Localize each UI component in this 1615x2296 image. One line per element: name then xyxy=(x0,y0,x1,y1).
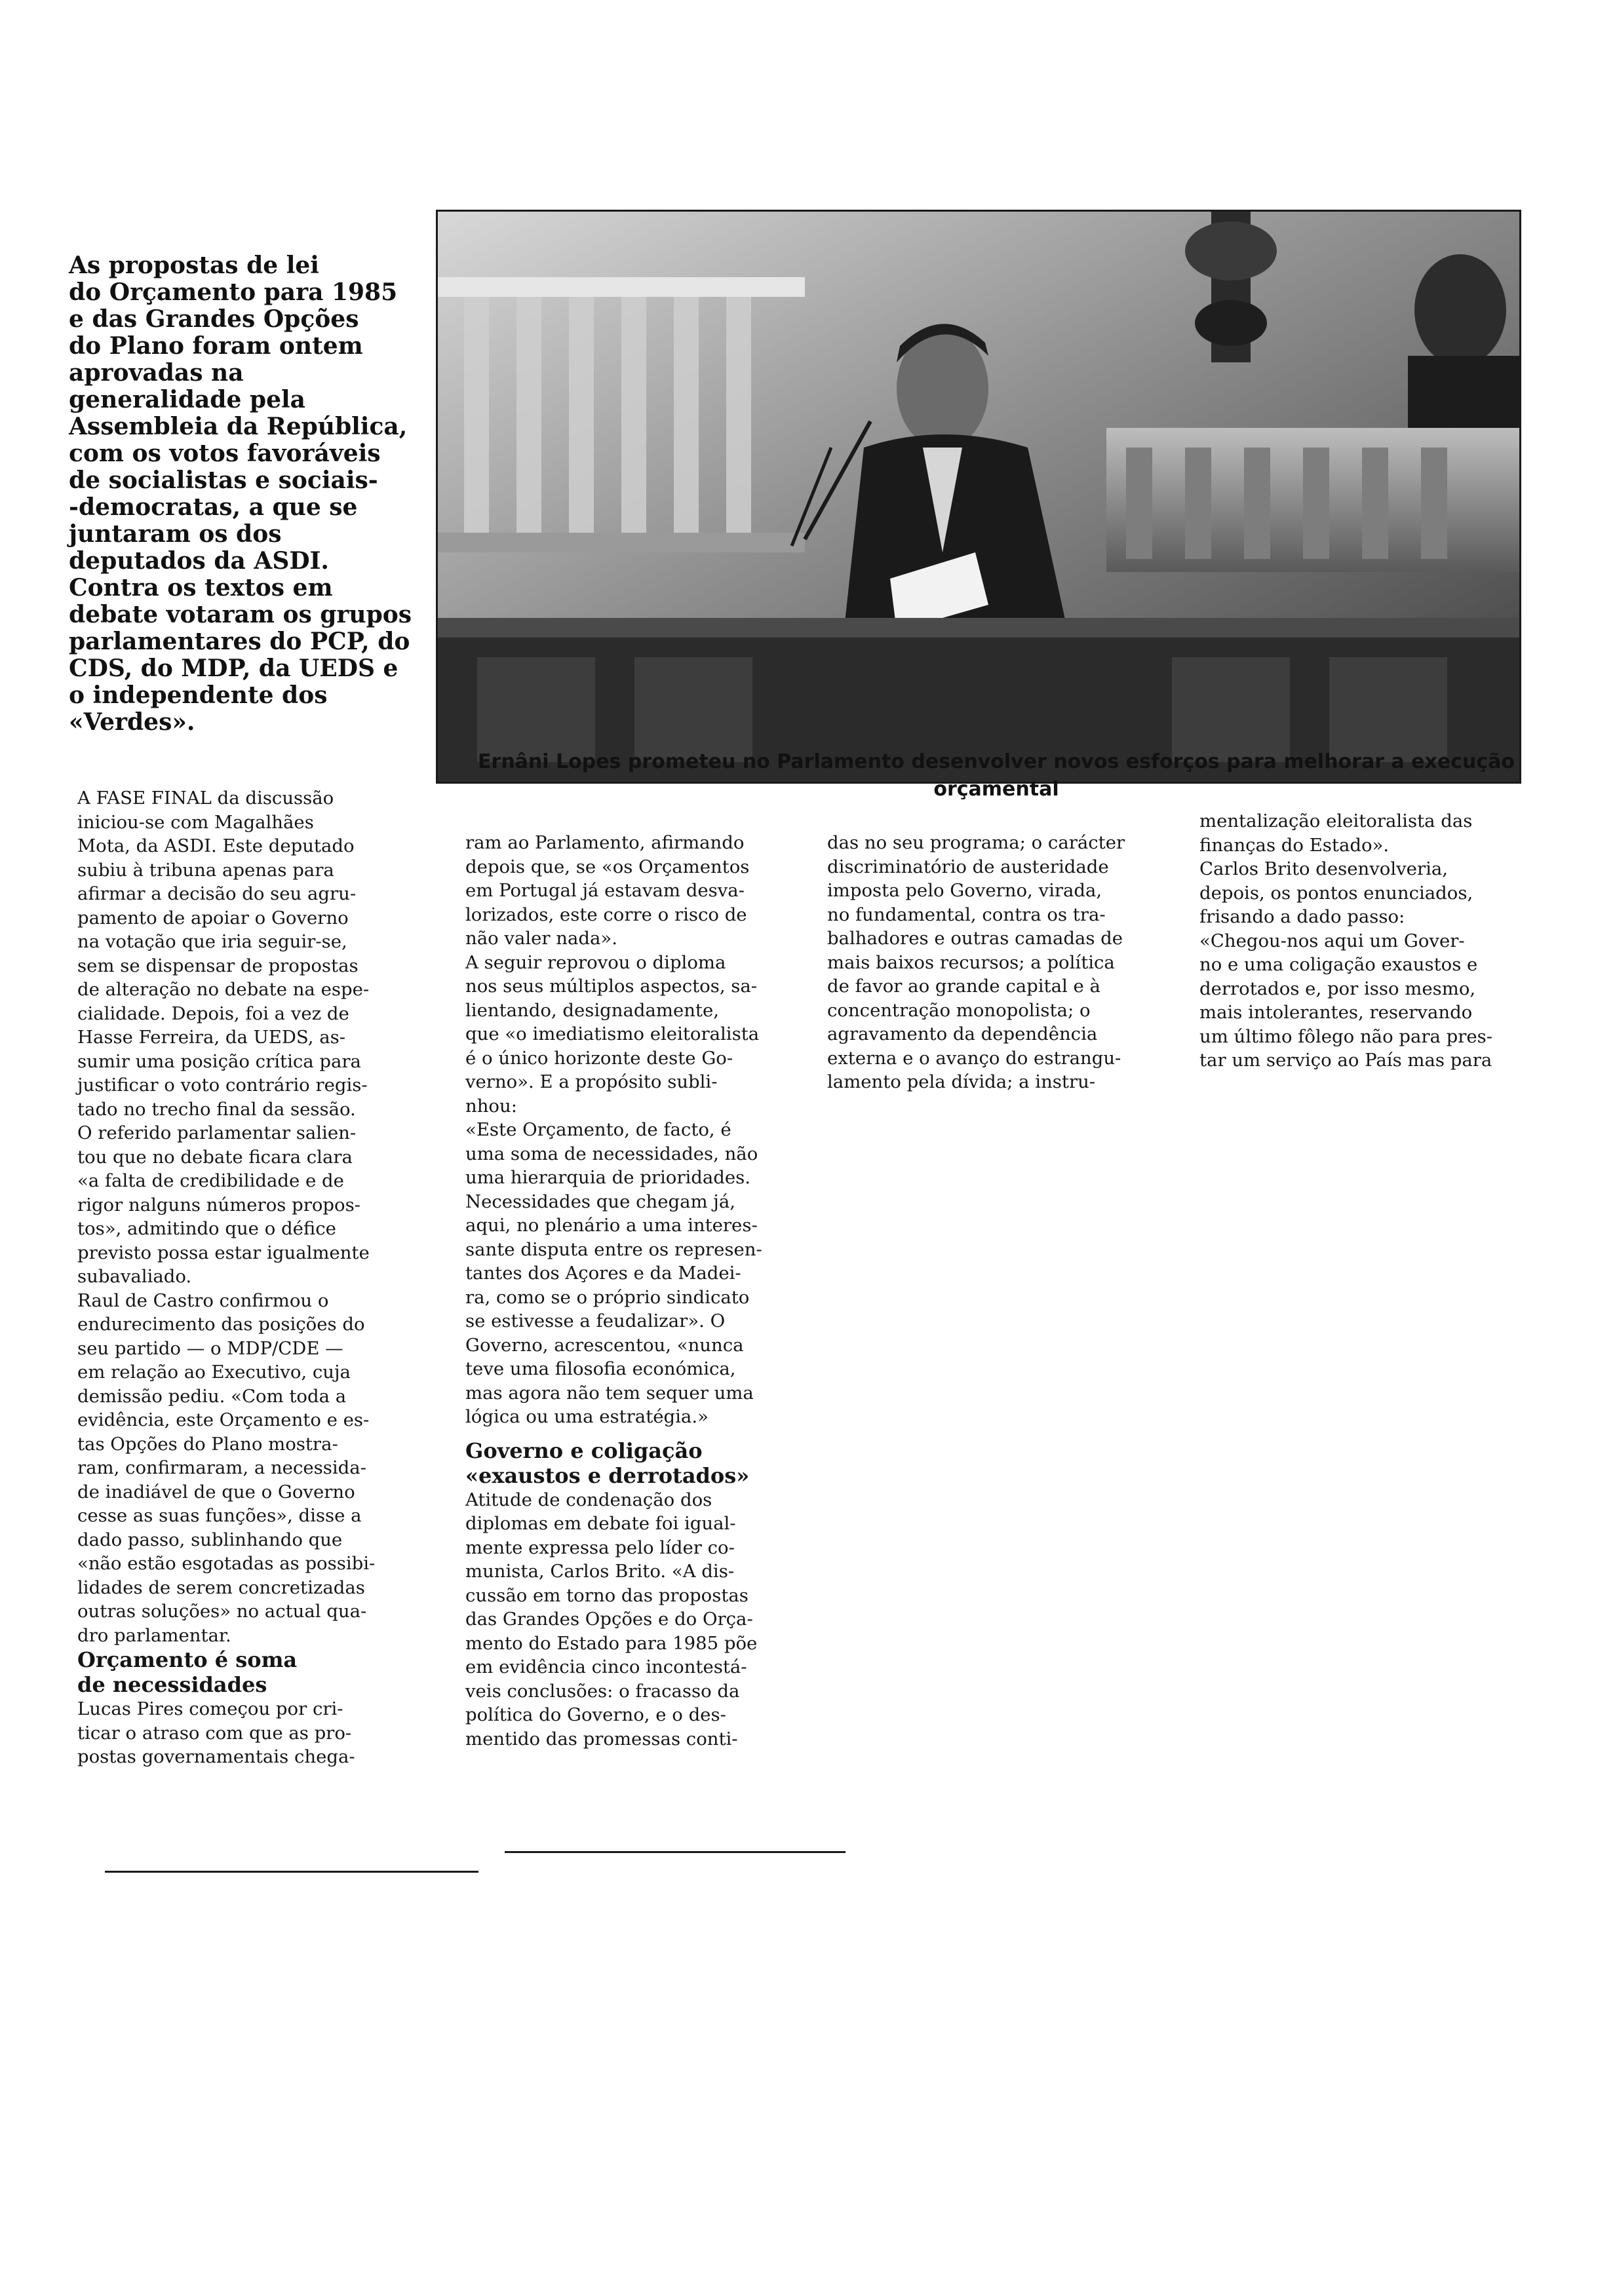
parliament-photo xyxy=(436,210,1521,784)
text-line: de inadiável de que o Governo xyxy=(77,1481,355,1502)
text-line: depois que, se «os Orçamentos xyxy=(465,856,750,877)
lead-line: Assembleia da República, xyxy=(69,413,408,440)
text-line: é o único horizonte deste Go- xyxy=(465,1047,733,1069)
lead-line: e das Grandes Opções xyxy=(69,305,359,333)
text-line: externa e o avanço do estrangu- xyxy=(827,1047,1121,1069)
subheading: de necessidades xyxy=(77,1672,267,1697)
lead-paragraph xyxy=(69,252,446,736)
text-line: Mota, da ASDI. Este deputado xyxy=(77,835,355,856)
text-line: em Portugal já estavam desva- xyxy=(465,880,745,901)
text-line: dado passo, sublinhando que xyxy=(77,1529,343,1550)
text-line: postas governamentais chega- xyxy=(77,1746,355,1767)
text-line: das no seu programa; o carácter xyxy=(827,832,1125,853)
text-line: «Este Orçamento, de facto, é xyxy=(465,1119,731,1140)
text-line: cesse as suas funções», disse a xyxy=(77,1505,362,1526)
text-line: tos», admitindo que o défice xyxy=(77,1218,336,1239)
text-line: previsto possa estar igualmente xyxy=(77,1242,370,1263)
photo-caption xyxy=(459,748,1534,803)
article-column-3 xyxy=(827,831,1181,1094)
subheading: Orçamento é soma xyxy=(77,1647,298,1672)
text-line: ram, confirmaram, a necessida- xyxy=(77,1457,366,1478)
lead-line: com os votos favoráveis xyxy=(69,440,381,467)
lead-line: parlamentares do PCP, do xyxy=(69,628,410,655)
text-line: derrotados e, por isso mesmo, xyxy=(1199,978,1476,999)
text-line: mais intolerantes, reservando xyxy=(1199,1002,1473,1023)
caption-line: orçamental xyxy=(933,778,1059,801)
text-line: tado no trecho final da sessão. xyxy=(77,1098,356,1120)
text-line: tantes dos Açores e da Madei- xyxy=(465,1263,741,1284)
text-line: nhou: xyxy=(465,1095,517,1117)
text-line: cialidade. Depois, foi a vez de xyxy=(77,1003,349,1024)
photo-illustration xyxy=(438,212,1519,782)
text-line: justificar o voto contrário regis- xyxy=(77,1075,368,1096)
lead-line: aprovadas na xyxy=(69,359,244,387)
text-line: lientando, designadamente, xyxy=(465,999,720,1021)
lead-line: As propostas de lei xyxy=(69,252,319,279)
text-line: seu partido — o MDP/CDE — xyxy=(77,1337,343,1359)
lead-line: CDS, do MDP, da UEDS e xyxy=(69,655,399,682)
lead-line: do Plano foram ontem xyxy=(69,332,363,360)
text-line: balhadores e outras camadas de xyxy=(827,928,1123,949)
text-line: imposta pelo Governo, virada, xyxy=(827,880,1102,901)
text-line: finanças do Estado». xyxy=(1199,834,1390,856)
text-line: de alteração no debate na espe- xyxy=(77,979,370,1000)
text-line: lamento pela dívida; a instru- xyxy=(827,1071,1096,1092)
text-line: depois, os pontos enunciados, xyxy=(1199,882,1473,904)
subheading: «exaustos e derrotados» xyxy=(465,1463,750,1488)
text-line: discriminatório de austeridade xyxy=(827,856,1109,877)
text-line: se estivesse a feudalizar». O xyxy=(465,1311,726,1331)
text-line: no fundamental, contra os tra- xyxy=(827,904,1106,925)
text-line: em relação ao Executivo, cuja xyxy=(77,1362,351,1383)
text-line: que «o imediatismo eleitoralista xyxy=(465,1024,760,1044)
article-column-1 xyxy=(77,786,444,1769)
text-line: teve uma filosofia económica, xyxy=(465,1358,736,1379)
text-line: verno». E a propósito subli- xyxy=(465,1071,718,1092)
text-line: diplomas em debate foi igual- xyxy=(465,1513,736,1534)
lead-line: -democratas, a que se xyxy=(69,493,358,521)
text-line: mento do Estado para 1985 põe xyxy=(465,1632,758,1654)
text-line: outras soluções» no actual qua- xyxy=(77,1601,367,1622)
text-line: endurecimento das posições do xyxy=(77,1314,365,1335)
text-line: ra, como se o próprio sindicato xyxy=(465,1286,750,1308)
text-line: Carlos Brito desenvolveria, xyxy=(1199,858,1449,879)
text-line: em evidência cinco incontestá- xyxy=(465,1656,747,1677)
text-line: afirmar a decisão do seu agru- xyxy=(77,883,357,904)
text-line: A FASE FINAL da discussão xyxy=(77,788,334,809)
text-line: agravamento da dependência xyxy=(827,1024,1098,1044)
text-line: sumir uma posição crítica para xyxy=(77,1050,361,1072)
text-line: A seguir reprovou o diploma xyxy=(465,951,726,973)
lead-line: Contra os textos em xyxy=(69,574,333,602)
article-column-4 xyxy=(1199,809,1540,1073)
text-line: Lucas Pires começou por cri- xyxy=(77,1698,343,1719)
text-line: «não estão esgotadas as possibi- xyxy=(77,1553,376,1574)
text-line: subavaliado. xyxy=(77,1266,192,1287)
lead-line: do Orçamento para 1985 xyxy=(69,278,398,306)
text-line: ticar o atraso com que as pro- xyxy=(77,1722,352,1744)
text-line: sem se dispensar de propostas xyxy=(77,955,359,976)
text-line: concentração monopolista; o xyxy=(827,999,1091,1021)
text-line: tou que no debate ficara clara xyxy=(77,1146,353,1168)
text-line: evidência, este Orçamento e es- xyxy=(77,1409,370,1430)
text-line: mais baixos recursos; a política xyxy=(827,951,1115,973)
text-line: Atitude de condenação dos xyxy=(465,1489,712,1510)
text-line: cussão em torno das propostas xyxy=(465,1584,749,1606)
article-column-2 xyxy=(465,831,832,1751)
text-line: Governo, acrescentou, «nunca xyxy=(465,1334,744,1356)
text-line: rigor nalguns números propos- xyxy=(77,1194,360,1215)
subheading: Governo e coligação xyxy=(465,1438,703,1463)
text-line: munista, Carlos Brito. «A dis- xyxy=(465,1561,735,1582)
column-end-rule xyxy=(105,1871,478,1873)
text-line: no e uma coligação exaustos e xyxy=(1199,954,1478,975)
text-line: de favor ao grande capital e à xyxy=(827,976,1100,997)
text-line: não valer nada». xyxy=(465,928,617,949)
text-line: lógica ou uma estratégia.» xyxy=(465,1406,709,1427)
lead-line: juntaram os dos xyxy=(69,520,282,548)
text-line: dro parlamentar. xyxy=(77,1624,231,1646)
text-line: frisando a dado passo: xyxy=(1199,906,1405,927)
text-line: uma hierarquia de prioridades. xyxy=(465,1167,751,1188)
lead-line: deputados da ASDI. xyxy=(69,547,329,575)
lead-line: generalidade pela xyxy=(69,386,305,413)
text-line: uma soma de necessidades, não xyxy=(465,1143,758,1164)
text-line: Hasse Ferreira, da UEDS, as- xyxy=(77,1027,346,1048)
text-line: Necessidades que chegam já, xyxy=(465,1191,735,1212)
text-line: um último fôlego não para pres- xyxy=(1199,1025,1493,1047)
text-line: tar um serviço ao País mas para xyxy=(1199,1050,1492,1071)
text-line: lidades de serem concretizadas xyxy=(77,1577,365,1598)
text-line: demissão pediu. «Com toda a xyxy=(77,1385,347,1407)
text-line: «a falta de credibilidade e de xyxy=(77,1170,344,1191)
text-line: das Grandes Opções e do Orça- xyxy=(465,1609,753,1630)
lead-line: «Verdes». xyxy=(69,708,195,736)
lead-line: de socialistas e sociais- xyxy=(69,467,378,494)
text-line: veis conclusões: o fracasso da xyxy=(465,1680,740,1702)
text-line: O referido parlamentar salien- xyxy=(77,1122,357,1143)
text-line: mentido das promessas conti- xyxy=(465,1728,738,1750)
text-line: Raul de Castro confirmou o xyxy=(77,1290,329,1311)
text-line: subiu à tribuna apenas para xyxy=(77,859,334,881)
text-line: aqui, no plenário a uma interes- xyxy=(465,1215,758,1236)
text-line: «Chegou-nos aqui um Gover- xyxy=(1199,930,1465,951)
text-line: na votação que iria seguir-se, xyxy=(77,931,347,952)
text-line: política do Governo, e o des- xyxy=(465,1704,726,1725)
text-line: nos seus múltiplos aspectos, sa- xyxy=(465,976,758,997)
text-line: pamento de apoiar o Governo xyxy=(77,907,349,928)
text-line: mentalização eleitoralista das xyxy=(1199,811,1473,832)
text-line: iniciou-se com Magalhães xyxy=(77,811,314,833)
text-line: mas agora não tem sequer uma xyxy=(465,1382,754,1404)
caption-line: Ernâni Lopes prometeu no Parlamento desenvolver novos esforços para melhorar a execução xyxy=(478,750,1515,773)
text-line: mente expressa pelo líder co- xyxy=(465,1537,735,1558)
lead-line: debate votaram os grupos xyxy=(69,601,412,628)
column-end-rule xyxy=(505,1851,846,1853)
text-line: sante disputa entre os represen- xyxy=(465,1238,762,1260)
text-line: tas Opções do Plano mostra- xyxy=(77,1433,338,1455)
text-line: ram ao Parlamento, afirmando xyxy=(465,832,745,853)
lead-line: o independente dos xyxy=(69,681,328,709)
text-line: lorizados, este corre o risco de xyxy=(465,904,747,925)
